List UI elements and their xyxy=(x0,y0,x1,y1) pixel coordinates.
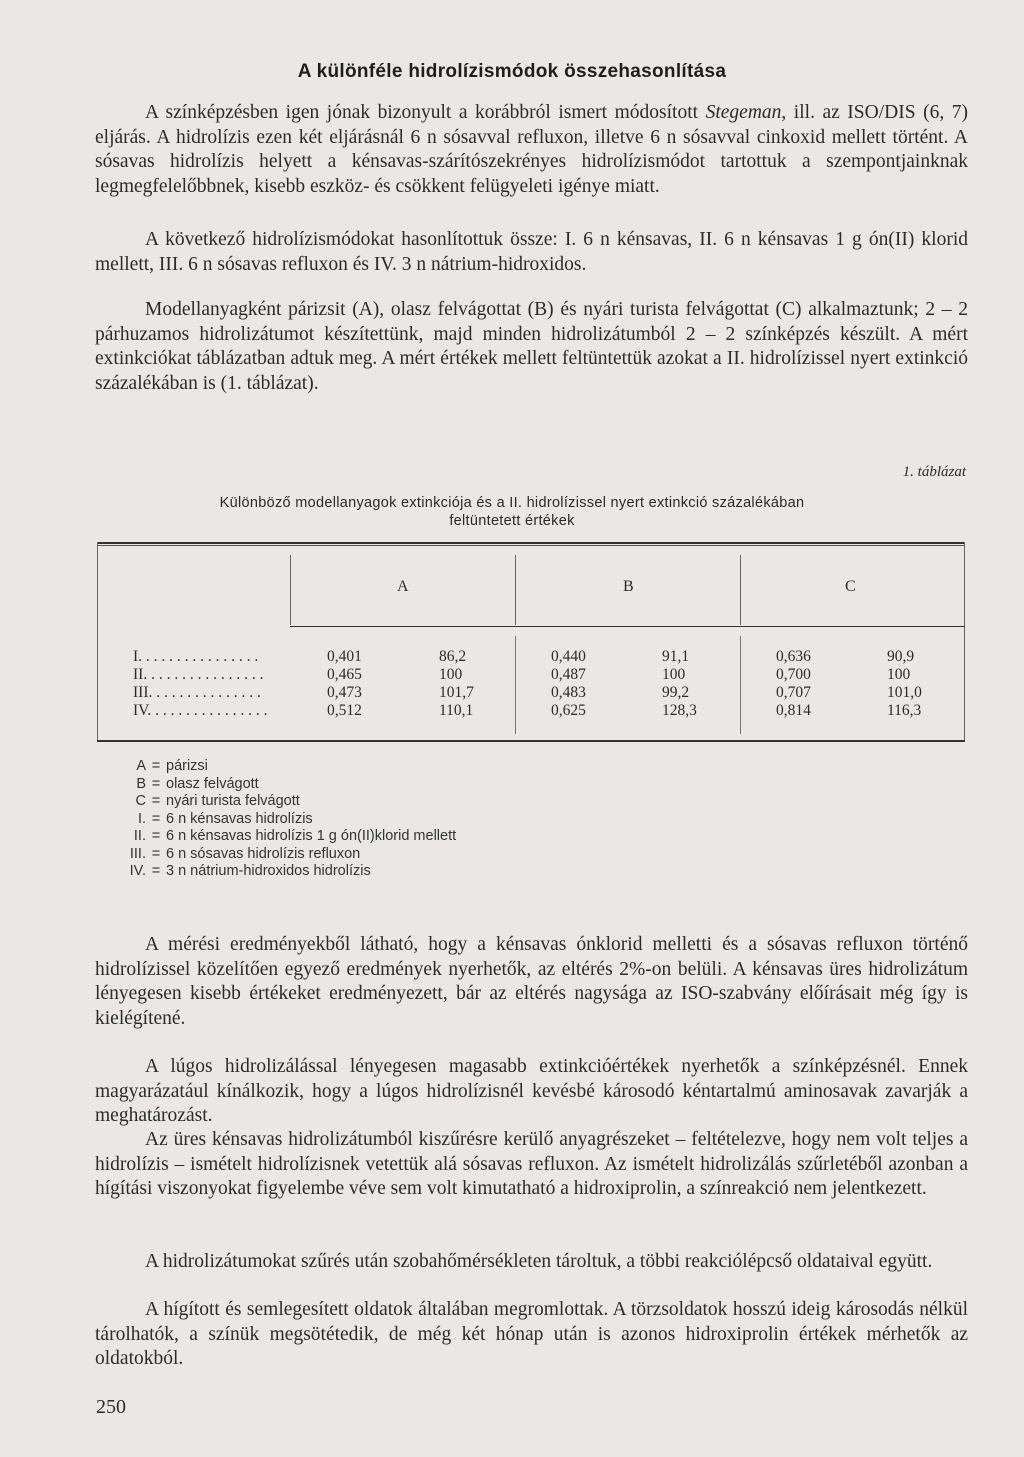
table-number: 1. táblázat xyxy=(902,464,966,480)
author-name: Stegeman xyxy=(705,102,782,123)
legend-item: B = olasz felvágott xyxy=(136,775,259,792)
cell-b-extinction: 0,625 xyxy=(551,702,586,719)
cell-c-extinction: 0,636 xyxy=(776,648,811,665)
cell-c-extinction: 0,707 xyxy=(776,684,811,701)
row-label: II. . . . . . . . . . . . . . . . xyxy=(133,666,264,683)
cell-b-extinction: 0,483 xyxy=(551,684,586,701)
legend-item: II. = 6 n kénsavas hidrolízis 1 g ón(II)klorid mellett xyxy=(133,828,457,844)
legend-item: C = nyári turista felvágott xyxy=(135,793,300,809)
cell-a-extinction: 0,473 xyxy=(327,684,362,701)
body-paragraph-2: A lúgos hidrolizálással lényegesen magasabb extinkcióértékek nyerhetők a színképzésnél. Ennek magyarázatául kínálkozik, hogy a lúgos hidrolízisnél kevésbé károsodó kéntartalmú aminosavak zavarják a meghatározást. xyxy=(95,1056,968,1126)
column-header-b: B xyxy=(623,578,634,595)
cell-c-extinction: 0,814 xyxy=(776,702,811,719)
cell-a-percent: 101,7 xyxy=(439,684,474,701)
cell-a-extinction: 0,512 xyxy=(327,702,362,719)
table-header-rule xyxy=(290,626,965,627)
table-row xyxy=(97,648,965,668)
table-caption-line-2: feltüntetett értékek xyxy=(449,513,575,529)
column-header-a: A xyxy=(397,578,409,595)
legend-item: III. = 6 n sósavas hidrolízis refluxon xyxy=(129,845,361,862)
row-label: III. . . . . . . . . . . . . . . xyxy=(133,684,261,701)
intro-paragraph-3: Modellanyagként párizsit (A), olasz felvágottat (B) és nyári turista felvágottat (C) alkalmaztunk; 2 – 2 párhuzamos hidrolizátumot készítettünk, majd minden hidrolizátumból 2 – 2 színképzés készült. A mért extinkciókat táblázatban adtuk meg. A mért értékek mellett feltüntettük azokat a II. hidrolízissel nyert extinkció százalékában is (1. táblázat). xyxy=(95,299,968,394)
cell-b-percent: 128,3 xyxy=(662,702,697,719)
cell-a-extinction: 0,401 xyxy=(327,648,362,665)
legend-item: IV. = 3 n nátrium-hidroxidos hidrolízis xyxy=(129,863,371,879)
table-row xyxy=(97,684,965,704)
legend-item: A = párizsi xyxy=(136,758,208,774)
cell-c-percent: 100 xyxy=(887,666,911,683)
body-paragraph-1: A mérési eredményekből látható, hogy a kénsavas ónklorid melletti és a sósavas refluxon történő hidrolízissel közelítően egyező eredmények nyerhetők, az eltérés 2%-on belüli. A kénsavas üres hidrolizátum lényegesen kisebb értékeket eredményezett, bár az eltérés nagysága az ISO-szabvány előírásait még így is kielégítené. xyxy=(95,934,968,1029)
cell-c-percent: 90,9 xyxy=(887,648,915,665)
cell-c-percent: 101,0 xyxy=(887,684,922,701)
table-vline xyxy=(290,555,291,625)
cell-b-percent: 100 xyxy=(662,666,686,683)
legend-item: I. = 6 n kénsavas hidrolízis xyxy=(137,810,313,827)
cell-b-percent: 99,2 xyxy=(662,684,690,701)
intro-paragraph-1: A színképzésben igen jónak bizonyult a korábbról ismert módosított Stegeman, ill. az ISO/DIS (6, 7) eljárás. A hidrolízis ezen két eljárásnál 6 n sósavval refluxon, illetve 6 n sósavval cinkoxid mellett történt. A sósavas hidrolízis helyett a kénsavas-szárítószekrényes hidrolízismódot tartottuk a szempontjainknak legmegfelelőbbnek, kisebb eszköz- és csökkent felügyeleti igénye miatt. xyxy=(95,102,968,197)
table-top-rule xyxy=(97,542,965,544)
cell-b-percent: 91,1 xyxy=(662,648,690,665)
cell-a-percent: 86,2 xyxy=(439,648,467,665)
table-bottom-rule xyxy=(97,740,965,742)
cell-a-extinction: 0,465 xyxy=(327,666,362,683)
cell-a-percent: 100 xyxy=(439,666,463,683)
cell-c-extinction: 0,700 xyxy=(776,666,811,683)
table-caption-line-1: Különböző modellanyagok extinkciója és a II. hidrolízissel nyert extinkció százalékában xyxy=(219,495,805,511)
cell-a-percent: 110,1 xyxy=(439,702,474,719)
body-paragraph-4: A hidrolizátumokat szűrés után szobahőmérsékleten tároltuk, a többi reakciólépcső oldataival együtt. xyxy=(145,1251,933,1272)
table-vline xyxy=(515,555,516,625)
table-vline xyxy=(740,555,741,625)
table-legend xyxy=(118,758,456,881)
row-label: I. . . . . . . . . . . . . . . . xyxy=(133,648,259,665)
table-top-rule-thin xyxy=(97,545,965,546)
page-number: 250 xyxy=(96,1396,126,1418)
cell-c-percent: 116,3 xyxy=(887,702,922,719)
intro-paragraph-2: A következő hidrolízismódokat hasonlítottuk össze: I. 6 n kénsavas, II. 6 n kénsavas 1 g ón(II) klorid mellett, III. 6 n sósavas refluxon és IV. 3 n nátrium-hidroxidos. xyxy=(95,229,968,275)
cell-b-extinction: 0,487 xyxy=(551,666,586,683)
body-paragraph-3: Az üres kénsavas hidrolizátumból kiszűrésre kerülő anyagrészeket – feltételezve, hogy nem volt teljes a hidrolízis – ismételt hidrolízisnek vetettük alá sósavas refluxon. Az ismételt hidrolizálás szűrletéből azonban a hígítási viszonyokat figyelembe véve sem volt kimutatható a hidroxiprolin, a színreakció nem jelentkezett. xyxy=(95,1129,968,1199)
column-header-c: C xyxy=(845,578,856,595)
cell-b-extinction: 0,440 xyxy=(551,648,586,665)
row-label: IV. . . . . . . . . . . . . . . . xyxy=(133,702,268,719)
body-paragraph-5: A hígított és semlegesített oldatok általában megromlottak. A törzsoldatok hosszú ideig károsodás nélkül tárolhatók, a színük megsötétedik, de még két hónap után is azonos hidroxiprolin értékek mérhetők az oldatokból. xyxy=(95,1299,968,1369)
section-heading: A különféle hidrolízismódok összehasonlítása xyxy=(297,61,727,82)
table-row xyxy=(97,666,965,686)
table-row xyxy=(97,702,965,722)
